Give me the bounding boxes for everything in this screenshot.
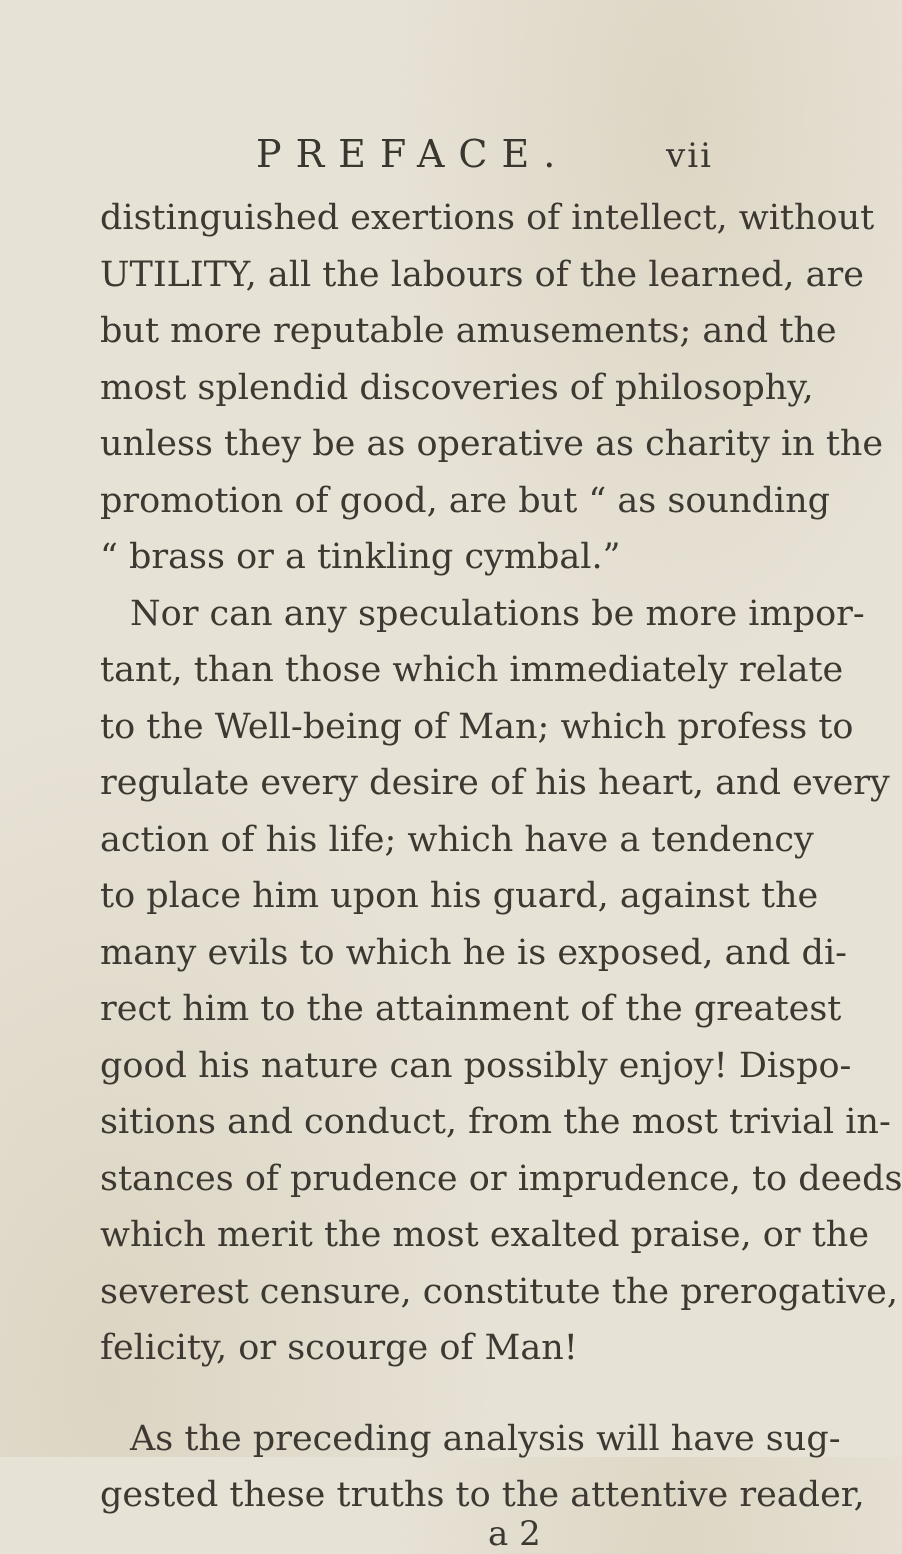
text-line: many evils to which he is exposed, and di- [100,932,847,973]
text-line: to the Well-being of Man; which profess to [100,706,854,747]
text-line: UTILITY, all the labours of the learned, are [100,254,864,295]
paragraph-start-line: As the preceding analysis will have sug- [130,1418,841,1459]
text-line: stances of prudence or imprudence, to deeds [100,1158,902,1199]
running-head: PREFACE. [256,132,570,176]
text-line: but more reputable amusements; and the [100,311,837,351]
text-line: “ brass or a tinkling cymbal.” [100,537,621,577]
text-line: action of his life; which have a tendency [100,819,814,860]
text-line: promotion of good, are but “ as sounding [100,480,831,521]
text-line: sitions and conduct, from the most trivial in- [100,1102,891,1142]
text-line: to place him upon his guard, against the [100,876,819,916]
text-line: which merit the most exalted praise, or the [100,1215,870,1255]
text-line: good his nature can possibly enjoy! Dispo- [100,1045,852,1086]
text-line: felicity, or scourge of Man! [100,1328,578,1368]
page-header [256,132,796,182]
text-line: rect him to the attainment of the greatest [100,989,842,1029]
signature-mark: a 2 [488,1513,541,1554]
text-line: severest censure, constitute the prerogative, [100,1271,898,1312]
text-line: most splendid discoveries of philosophy, [100,367,814,408]
text-line: gested these truths to the attentive reader, [100,1475,865,1515]
text-line: tant, than those which immediately relate [100,650,844,690]
text-line: unless they be as operative as charity in the [100,424,884,464]
page-number: vii [666,136,713,176]
text-line: distinguished exertions of intellect, without [100,198,875,238]
paragraph-start-line: Nor can any speculations be more impor- [130,593,865,634]
text-line: regulate every desire of his heart, and every [100,763,890,803]
